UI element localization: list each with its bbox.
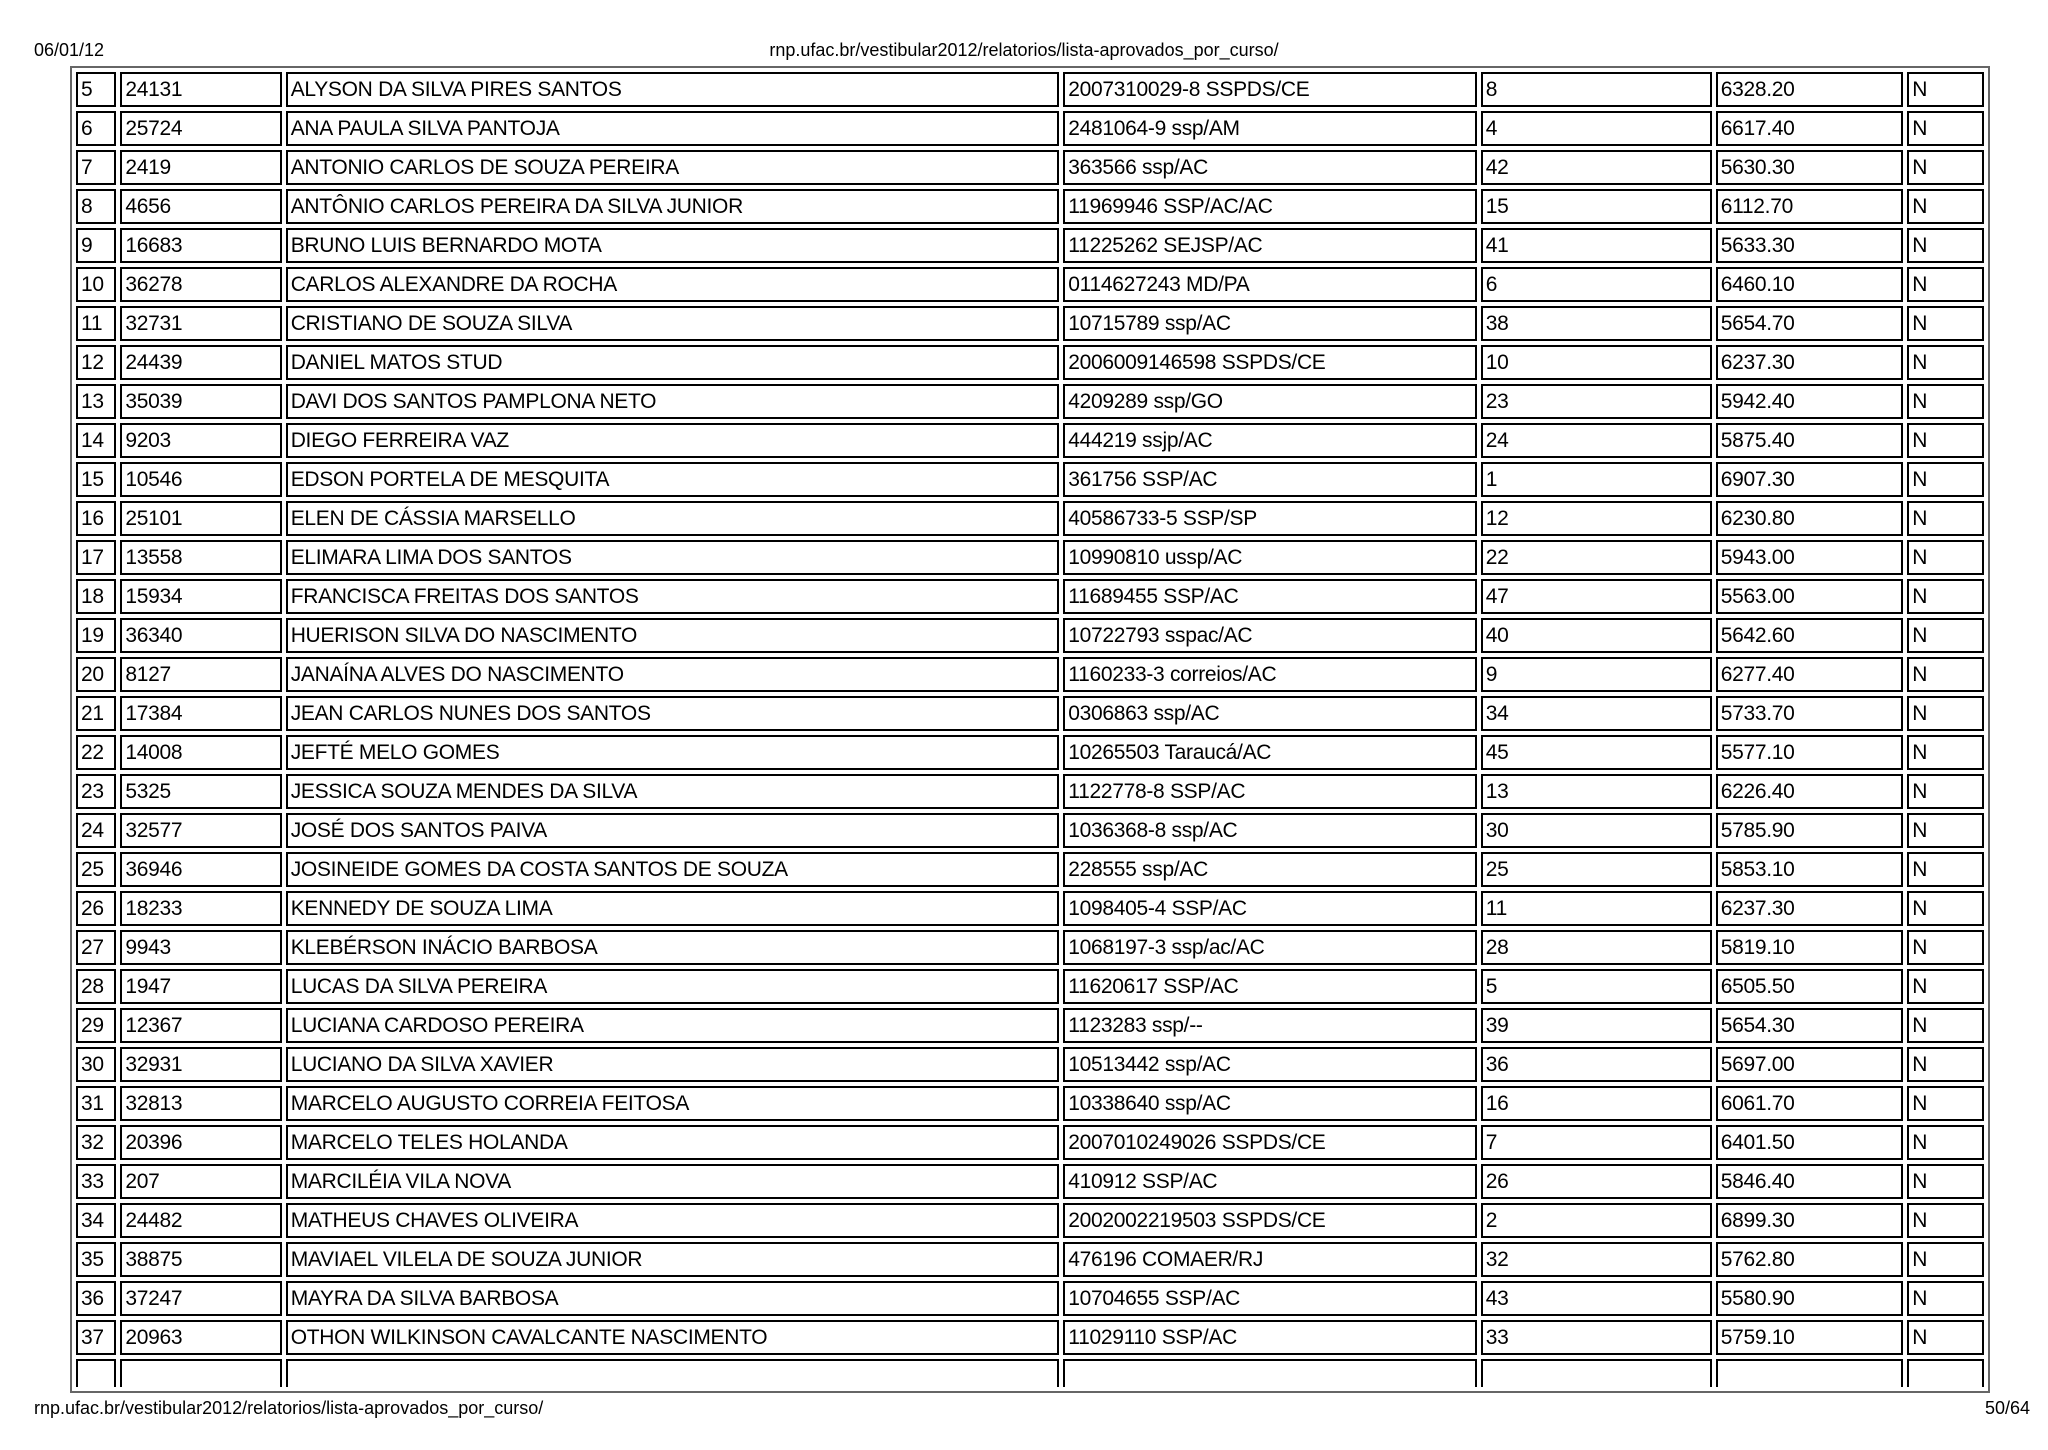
cell-position: 18 [76, 579, 116, 614]
table-row [76, 1125, 1984, 1160]
table-body [76, 72, 1984, 1387]
cell-classification-empty [1481, 1359, 1712, 1387]
cell-flag: N [1907, 930, 1984, 965]
cell-flag-empty [1907, 1359, 1984, 1387]
cell-classification: 43 [1481, 1281, 1712, 1316]
cell-score: 5819.10 [1716, 930, 1904, 965]
table-row-cutoff [76, 1359, 1984, 1387]
cell-score: 6277.40 [1716, 657, 1904, 692]
cell-position: 21 [76, 696, 116, 731]
cell-classification: 28 [1481, 930, 1712, 965]
table-row [76, 1008, 1984, 1043]
cell-position: 5 [76, 72, 116, 107]
cell-id-document: 2007310029-8 SSPDS/CE [1063, 72, 1477, 107]
cell-score: 5577.10 [1716, 735, 1904, 770]
cell-flag: N [1907, 1164, 1984, 1199]
cell-position: 16 [76, 501, 116, 536]
cell-position: 30 [76, 1047, 116, 1082]
cell-classification: 6 [1481, 267, 1712, 302]
cell-id-document: 2006009146598 SSPDS/CE [1063, 345, 1477, 380]
cell-score: 5943.00 [1716, 540, 1904, 575]
cell-score: 6899.30 [1716, 1203, 1904, 1238]
cell-flag: N [1907, 1086, 1984, 1121]
cell-position: 17 [76, 540, 116, 575]
cell-score: 6112.70 [1716, 189, 1904, 224]
cell-id-document: 1122778-8 SSP/AC [1063, 774, 1477, 809]
cell-id-document: 444219 ssjp/AC [1063, 423, 1477, 458]
cell-classification: 16 [1481, 1086, 1712, 1121]
cell-id-document: 10265503 Taraucá/AC [1063, 735, 1477, 770]
cell-registration: 2419 [120, 150, 281, 185]
table-row [76, 696, 1984, 731]
table-row [76, 345, 1984, 380]
cell-position: 36 [76, 1281, 116, 1316]
cell-classification: 30 [1481, 813, 1712, 848]
cell-position: 13 [76, 384, 116, 419]
print-date: 06/01/12 [34, 40, 105, 60]
cell-flag: N [1907, 969, 1984, 1004]
cell-flag: N [1907, 657, 1984, 692]
cell-name: DIEGO FERREIRA VAZ [286, 423, 1060, 458]
cell-position: 7 [76, 150, 116, 185]
cell-position: 27 [76, 930, 116, 965]
cell-flag: N [1907, 1242, 1984, 1277]
cell-registration: 25101 [120, 501, 281, 536]
cell-id-document: 0306863 ssp/AC [1063, 696, 1477, 731]
cell-name: CRISTIANO DE SOUZA SILVA [286, 306, 1060, 341]
cell-name: MARCELO TELES HOLANDA [286, 1125, 1060, 1160]
cell-name: OTHON WILKINSON CAVALCANTE NASCIMENTO [286, 1320, 1060, 1355]
cell-registration: 38875 [120, 1242, 281, 1277]
cell-registration: 24482 [120, 1203, 281, 1238]
cell-id-document: 1160233-3 correios/AC [1063, 657, 1477, 692]
cell-score: 5733.70 [1716, 696, 1904, 731]
cell-score: 6617.40 [1716, 111, 1904, 146]
cell-score: 6328.20 [1716, 72, 1904, 107]
cell-flag: N [1907, 1047, 1984, 1082]
cell-name: KENNEDY DE SOUZA LIMA [286, 891, 1060, 926]
table-row [76, 228, 1984, 263]
cell-position: 14 [76, 423, 116, 458]
cell-id-document: 2007010249026 SSPDS/CE [1063, 1125, 1477, 1160]
cell-score: 6230.80 [1716, 501, 1904, 536]
cell-classification: 41 [1481, 228, 1712, 263]
cell-id-document: 1098405-4 SSP/AC [1063, 891, 1477, 926]
table-row [76, 1164, 1984, 1199]
cell-score: 5846.40 [1716, 1164, 1904, 1199]
cell-position: 31 [76, 1086, 116, 1121]
cell-id-document: 11225262 SEJSP/AC [1063, 228, 1477, 263]
cell-name: ANA PAULA SILVA PANTOJA [286, 111, 1060, 146]
cell-flag: N [1907, 228, 1984, 263]
table-row [76, 1320, 1984, 1355]
cell-flag: N [1907, 150, 1984, 185]
cell-id-document: 11969946 SSP/AC/AC [1063, 189, 1477, 224]
cell-position: 9 [76, 228, 116, 263]
cell-name-empty [286, 1359, 1060, 1387]
cell-score: 5654.30 [1716, 1008, 1904, 1043]
table-row [76, 618, 1984, 653]
cell-flag: N [1907, 267, 1984, 302]
cell-score: 6237.30 [1716, 891, 1904, 926]
cell-name: JANAÍNA ALVES DO NASCIMENTO [286, 657, 1060, 692]
cell-classification: 32 [1481, 1242, 1712, 1277]
table-row [76, 813, 1984, 848]
cell-registration: 20963 [120, 1320, 281, 1355]
cell-flag: N [1907, 306, 1984, 341]
cell-id-document: 11029110 SSP/AC [1063, 1320, 1477, 1355]
cell-registration: 37247 [120, 1281, 281, 1316]
cell-registration-empty [120, 1359, 281, 1387]
cell-flag: N [1907, 1008, 1984, 1043]
cell-name: ALYSON DA SILVA PIRES SANTOS [286, 72, 1060, 107]
cell-classification: 45 [1481, 735, 1712, 770]
cell-position: 26 [76, 891, 116, 926]
cell-classification: 34 [1481, 696, 1712, 731]
cell-classification: 24 [1481, 423, 1712, 458]
cell-classification: 2 [1481, 1203, 1712, 1238]
cell-registration: 15934 [120, 579, 281, 614]
table-row [76, 462, 1984, 497]
footer-url: rnp.ufac.br/vestibular2012/relatorios/lista-aprovados_por_curso/ [34, 1398, 544, 1418]
cell-position: 29 [76, 1008, 116, 1043]
cell-flag: N [1907, 1125, 1984, 1160]
cell-score: 6061.70 [1716, 1086, 1904, 1121]
cell-name: DAVI DOS SANTOS PAMPLONA NETO [286, 384, 1060, 419]
cell-id-document: 410912 SSP/AC [1063, 1164, 1477, 1199]
cell-flag: N [1907, 891, 1984, 926]
cell-id-document: 10704655 SSP/AC [1063, 1281, 1477, 1316]
cell-classification: 7 [1481, 1125, 1712, 1160]
cell-id-document-empty [1063, 1359, 1477, 1387]
cell-score: 6907.30 [1716, 462, 1904, 497]
cell-registration: 13558 [120, 540, 281, 575]
cell-score: 5654.70 [1716, 306, 1904, 341]
cell-position: 8 [76, 189, 116, 224]
cell-name: MARCELO AUGUSTO CORREIA FEITOSA [286, 1086, 1060, 1121]
cell-score: 5697.00 [1716, 1047, 1904, 1082]
cell-score: 5875.40 [1716, 423, 1904, 458]
cell-position: 19 [76, 618, 116, 653]
table-row [76, 1047, 1984, 1082]
cell-score: 5942.40 [1716, 384, 1904, 419]
cell-score: 5563.00 [1716, 579, 1904, 614]
cell-name: LUCIANO DA SILVA XAVIER [286, 1047, 1060, 1082]
cell-classification: 47 [1481, 579, 1712, 614]
cell-position: 23 [76, 774, 116, 809]
cell-name: HUERISON SILVA DO NASCIMENTO [286, 618, 1060, 653]
cell-registration: 1947 [120, 969, 281, 1004]
cell-position: 22 [76, 735, 116, 770]
cell-flag: N [1907, 384, 1984, 419]
cell-classification: 8 [1481, 72, 1712, 107]
table-row [76, 1086, 1984, 1121]
cell-registration: 36340 [120, 618, 281, 653]
table-row [76, 189, 1984, 224]
cell-score: 5853.10 [1716, 852, 1904, 887]
cell-id-document: 10722793 sspac/AC [1063, 618, 1477, 653]
cell-name: MAVIAEL VILELA DE SOUZA JUNIOR [286, 1242, 1060, 1277]
cell-name: MAYRA DA SILVA BARBOSA [286, 1281, 1060, 1316]
cell-flag: N [1907, 462, 1984, 497]
cell-flag: N [1907, 579, 1984, 614]
cell-id-document: 0114627243 MD/PA [1063, 267, 1477, 302]
cell-id-document: 4209289 ssp/GO [1063, 384, 1477, 419]
cell-classification: 11 [1481, 891, 1712, 926]
table-row [76, 1281, 1984, 1316]
cell-id-document: 2481064-9 ssp/AM [1063, 111, 1477, 146]
table-row [76, 72, 1984, 107]
cell-registration: 9943 [120, 930, 281, 965]
cell-score: 5633.30 [1716, 228, 1904, 263]
table-row [76, 384, 1984, 419]
cell-name: JOSINEIDE GOMES DA COSTA SANTOS DE SOUZA [286, 852, 1060, 887]
table-row [76, 891, 1984, 926]
cell-classification: 4 [1481, 111, 1712, 146]
cell-score: 5785.90 [1716, 813, 1904, 848]
cell-id-document: 2002002219503 SSPDS/CE [1063, 1203, 1477, 1238]
cell-score: 6226.40 [1716, 774, 1904, 809]
table-row [76, 735, 1984, 770]
cell-classification: 9 [1481, 657, 1712, 692]
cell-registration: 9203 [120, 423, 281, 458]
cell-position: 28 [76, 969, 116, 1004]
cell-flag: N [1907, 345, 1984, 380]
cell-position-empty [76, 1359, 116, 1387]
cell-name: EDSON PORTELA DE MESQUITA [286, 462, 1060, 497]
cell-classification: 1 [1481, 462, 1712, 497]
cell-classification: 12 [1481, 501, 1712, 536]
results-table-container [70, 66, 1990, 1393]
cell-score: 5759.10 [1716, 1320, 1904, 1355]
cell-registration: 14008 [120, 735, 281, 770]
table-row [76, 969, 1984, 1004]
cell-flag: N [1907, 618, 1984, 653]
cell-flag: N [1907, 423, 1984, 458]
cell-id-document: 10513442 ssp/AC [1063, 1047, 1477, 1082]
cell-score: 6460.10 [1716, 267, 1904, 302]
cell-flag: N [1907, 735, 1984, 770]
cell-name: JOSÉ DOS SANTOS PAIVA [286, 813, 1060, 848]
table-row [76, 930, 1984, 965]
cell-position: 37 [76, 1320, 116, 1355]
cell-name: CARLOS ALEXANDRE DA ROCHA [286, 267, 1060, 302]
table-row [76, 579, 1984, 614]
table-row [76, 111, 1984, 146]
cell-score: 5762.80 [1716, 1242, 1904, 1277]
cell-classification: 5 [1481, 969, 1712, 1004]
cell-flag: N [1907, 501, 1984, 536]
cell-position: 34 [76, 1203, 116, 1238]
table-row [76, 852, 1984, 887]
cell-name: ANTÔNIO CARLOS PEREIRA DA SILVA JUNIOR [286, 189, 1060, 224]
cell-registration: 24131 [120, 72, 281, 107]
cell-id-document: 1123283 ssp/-- [1063, 1008, 1477, 1043]
header-url: rnp.ufac.br/vestibular2012/relatorios/lista-aprovados_por_curso/ [769, 40, 1279, 60]
cell-position: 24 [76, 813, 116, 848]
cell-name: DANIEL MATOS STUD [286, 345, 1060, 380]
cell-score: 6237.30 [1716, 345, 1904, 380]
cell-position: 12 [76, 345, 116, 380]
cell-score: 5642.60 [1716, 618, 1904, 653]
cell-flag: N [1907, 1281, 1984, 1316]
cell-flag: N [1907, 1203, 1984, 1238]
cell-classification: 23 [1481, 384, 1712, 419]
table-row [76, 267, 1984, 302]
cell-name: LUCIANA CARDOSO PEREIRA [286, 1008, 1060, 1043]
cell-registration: 4656 [120, 189, 281, 224]
cell-id-document: 228555 ssp/AC [1063, 852, 1477, 887]
cell-position: 32 [76, 1125, 116, 1160]
cell-classification: 40 [1481, 618, 1712, 653]
table-row [76, 540, 1984, 575]
cell-registration: 207 [120, 1164, 281, 1199]
cell-registration: 32577 [120, 813, 281, 848]
cell-flag: N [1907, 696, 1984, 731]
table-row [76, 306, 1984, 341]
table-row [76, 657, 1984, 692]
cell-id-document: 1036368-8 ssp/AC [1063, 813, 1477, 848]
cell-score: 6401.50 [1716, 1125, 1904, 1160]
cell-id-document: 10990810 ussp/AC [1063, 540, 1477, 575]
cell-position: 33 [76, 1164, 116, 1199]
cell-id-document: 11689455 SSP/AC [1063, 579, 1477, 614]
cell-registration: 35039 [120, 384, 281, 419]
cell-registration: 12367 [120, 1008, 281, 1043]
cell-flag: N [1907, 111, 1984, 146]
cell-name: MARCILÉIA VILA NOVA [286, 1164, 1060, 1199]
table-row [76, 150, 1984, 185]
cell-name: ANTONIO CARLOS DE SOUZA PEREIRA [286, 150, 1060, 185]
cell-classification: 38 [1481, 306, 1712, 341]
cell-position: 20 [76, 657, 116, 692]
page-header [0, 38, 2048, 62]
cell-id-document: 361756 SSP/AC [1063, 462, 1477, 497]
cell-registration: 8127 [120, 657, 281, 692]
cell-name: JEAN CARLOS NUNES DOS SANTOS [286, 696, 1060, 731]
cell-name: KLEBÉRSON INÁCIO BARBOSA [286, 930, 1060, 965]
cell-flag: N [1907, 813, 1984, 848]
cell-registration: 25724 [120, 111, 281, 146]
cell-registration: 36278 [120, 267, 281, 302]
cell-id-document: 40586733-5 SSP/SP [1063, 501, 1477, 536]
cell-flag: N [1907, 852, 1984, 887]
cell-classification: 26 [1481, 1164, 1712, 1199]
cell-classification: 39 [1481, 1008, 1712, 1043]
cell-name: ELEN DE CÁSSIA MARSELLO [286, 501, 1060, 536]
page-footer [0, 1396, 2048, 1420]
table-row [76, 501, 1984, 536]
cell-registration: 20396 [120, 1125, 281, 1160]
cell-id-document: 363566 ssp/AC [1063, 150, 1477, 185]
cell-position: 25 [76, 852, 116, 887]
cell-flag: N [1907, 72, 1984, 107]
page-number: 50/64 [1984, 1398, 2030, 1418]
cell-name: ELIMARA LIMA DOS SANTOS [286, 540, 1060, 575]
cell-registration: 24439 [120, 345, 281, 380]
cell-name: JEFTÉ MELO GOMES [286, 735, 1060, 770]
cell-name: JESSICA SOUZA MENDES DA SILVA [286, 774, 1060, 809]
cell-classification: 25 [1481, 852, 1712, 887]
cell-registration: 36946 [120, 852, 281, 887]
table-row [76, 423, 1984, 458]
cell-position: 35 [76, 1242, 116, 1277]
cell-position: 11 [76, 306, 116, 341]
cell-id-document: 10715789 ssp/AC [1063, 306, 1477, 341]
cell-score: 6505.50 [1716, 969, 1904, 1004]
cell-flag: N [1907, 540, 1984, 575]
table-row [76, 1242, 1984, 1277]
cell-flag: N [1907, 189, 1984, 224]
cell-position: 6 [76, 111, 116, 146]
cell-name: FRANCISCA FREITAS DOS SANTOS [286, 579, 1060, 614]
cell-classification: 33 [1481, 1320, 1712, 1355]
cell-classification: 13 [1481, 774, 1712, 809]
cell-position: 10 [76, 267, 116, 302]
cell-name: MATHEUS CHAVES OLIVEIRA [286, 1203, 1060, 1238]
cell-id-document: 10338640 ssp/AC [1063, 1086, 1477, 1121]
cell-registration: 32813 [120, 1086, 281, 1121]
cell-registration: 32731 [120, 306, 281, 341]
cell-registration: 18233 [120, 891, 281, 926]
approved-candidates-table [70, 66, 1990, 1393]
cell-id-document: 1068197-3 ssp/ac/AC [1063, 930, 1477, 965]
cell-position: 15 [76, 462, 116, 497]
cell-flag: N [1907, 1320, 1984, 1355]
cell-name: BRUNO LUIS BERNARDO MOTA [286, 228, 1060, 263]
cell-flag: N [1907, 774, 1984, 809]
table-row [76, 1203, 1984, 1238]
cell-registration: 5325 [120, 774, 281, 809]
cell-name: LUCAS DA SILVA PEREIRA [286, 969, 1060, 1004]
cell-score: 5580.90 [1716, 1281, 1904, 1316]
cell-registration: 16683 [120, 228, 281, 263]
cell-id-document: 11620617 SSP/AC [1063, 969, 1477, 1004]
cell-classification: 15 [1481, 189, 1712, 224]
cell-registration: 10546 [120, 462, 281, 497]
cell-registration: 17384 [120, 696, 281, 731]
cell-classification: 10 [1481, 345, 1712, 380]
cell-registration: 32931 [120, 1047, 281, 1082]
cell-score: 5630.30 [1716, 150, 1904, 185]
cell-id-document: 476196 COMAER/RJ [1063, 1242, 1477, 1277]
table-row [76, 774, 1984, 809]
cell-classification: 22 [1481, 540, 1712, 575]
cell-classification: 36 [1481, 1047, 1712, 1082]
cell-score-empty [1716, 1359, 1904, 1387]
cell-classification: 42 [1481, 150, 1712, 185]
